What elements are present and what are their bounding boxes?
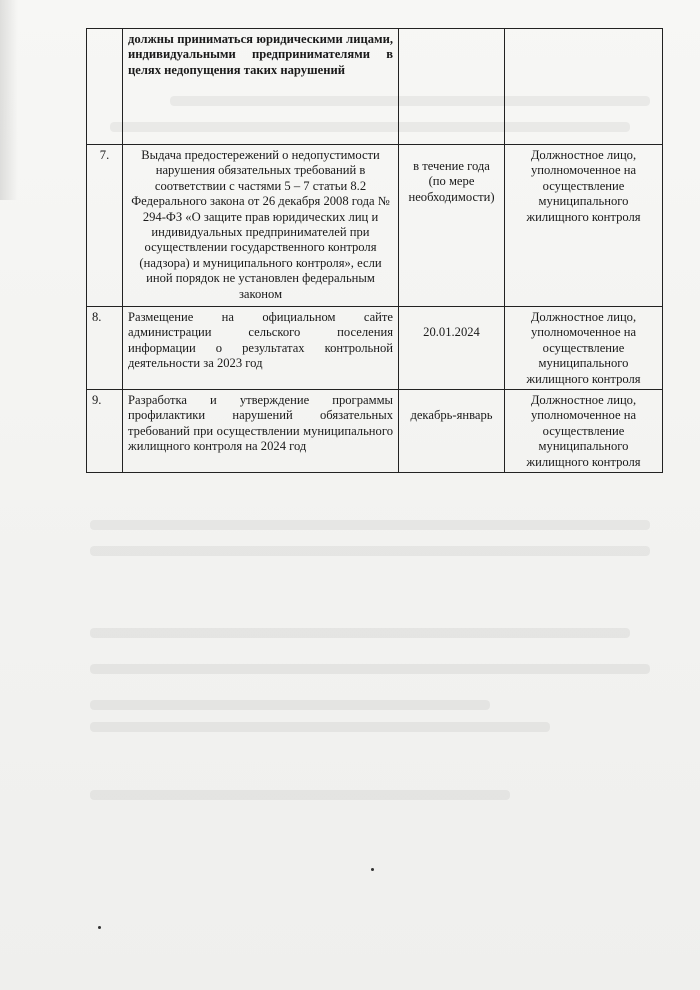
term-cell: декабрь-январь [399,390,505,473]
term-cell: в течение года (по мере необходимости) [399,145,505,307]
row-number-cell [87,29,123,145]
page-fold-shadow [0,0,18,200]
responsible-cell: Должностное лицо, уполномоченное на осуществление муниципального жилищного контроля [505,390,663,473]
table-row [87,29,663,145]
scan-speck [98,926,101,929]
term-cell [399,29,505,145]
action-cell: Выдача предостережений о недопустимости нарушения обязательных требований в соответствии с частями 5 – 7 статьи 8.2 Федерального закона от 26 декабря 2008 года № 294-ФЗ «О защите прав юридических лиц и индивидуальных предпринимателей при осуществлении государственного контроля (надзора) и муниципального контроля», если иной порядок не установлен федеральным законом [123,145,399,307]
table-row [87,390,663,473]
action-cell: должны приниматься юридическими лицами, индивидуальными предпринимателями в целях недопущения таких нарушений [123,29,399,145]
table-row [87,145,663,307]
action-cell: Разработка и утверждение программы профилактики нарушений обязательных требований при осуществлении муниципального жилищного контроля на 2024 год [123,390,399,473]
bleed-through-line [90,664,650,674]
bleed-through-line [90,700,490,710]
bleed-through-line [90,520,650,530]
row-number-cell: 8. [87,307,123,390]
scan-speck [371,868,374,871]
responsible-cell: Должностное лицо, уполномоченное на осуществление муниципального жилищного контроля [505,145,663,307]
responsible-cell: Должностное лицо, уполномоченное на осуществление муниципального жилищного контроля [505,307,663,390]
bleed-through-line [90,546,650,556]
bleed-through-line [90,790,510,800]
row-number-cell: 9. [87,390,123,473]
bleed-through-line [90,628,630,638]
action-cell: Размещение на официальном сайте администрации сельского поселения информации о результатах контрольной деятельности за 2023 год [123,307,399,390]
bleed-through-line [90,722,550,732]
row-number-cell: 7. [87,145,123,307]
term-cell: 20.01.2024 [399,307,505,390]
table-row [87,307,663,390]
activities-table [86,28,663,473]
responsible-cell [505,29,663,145]
